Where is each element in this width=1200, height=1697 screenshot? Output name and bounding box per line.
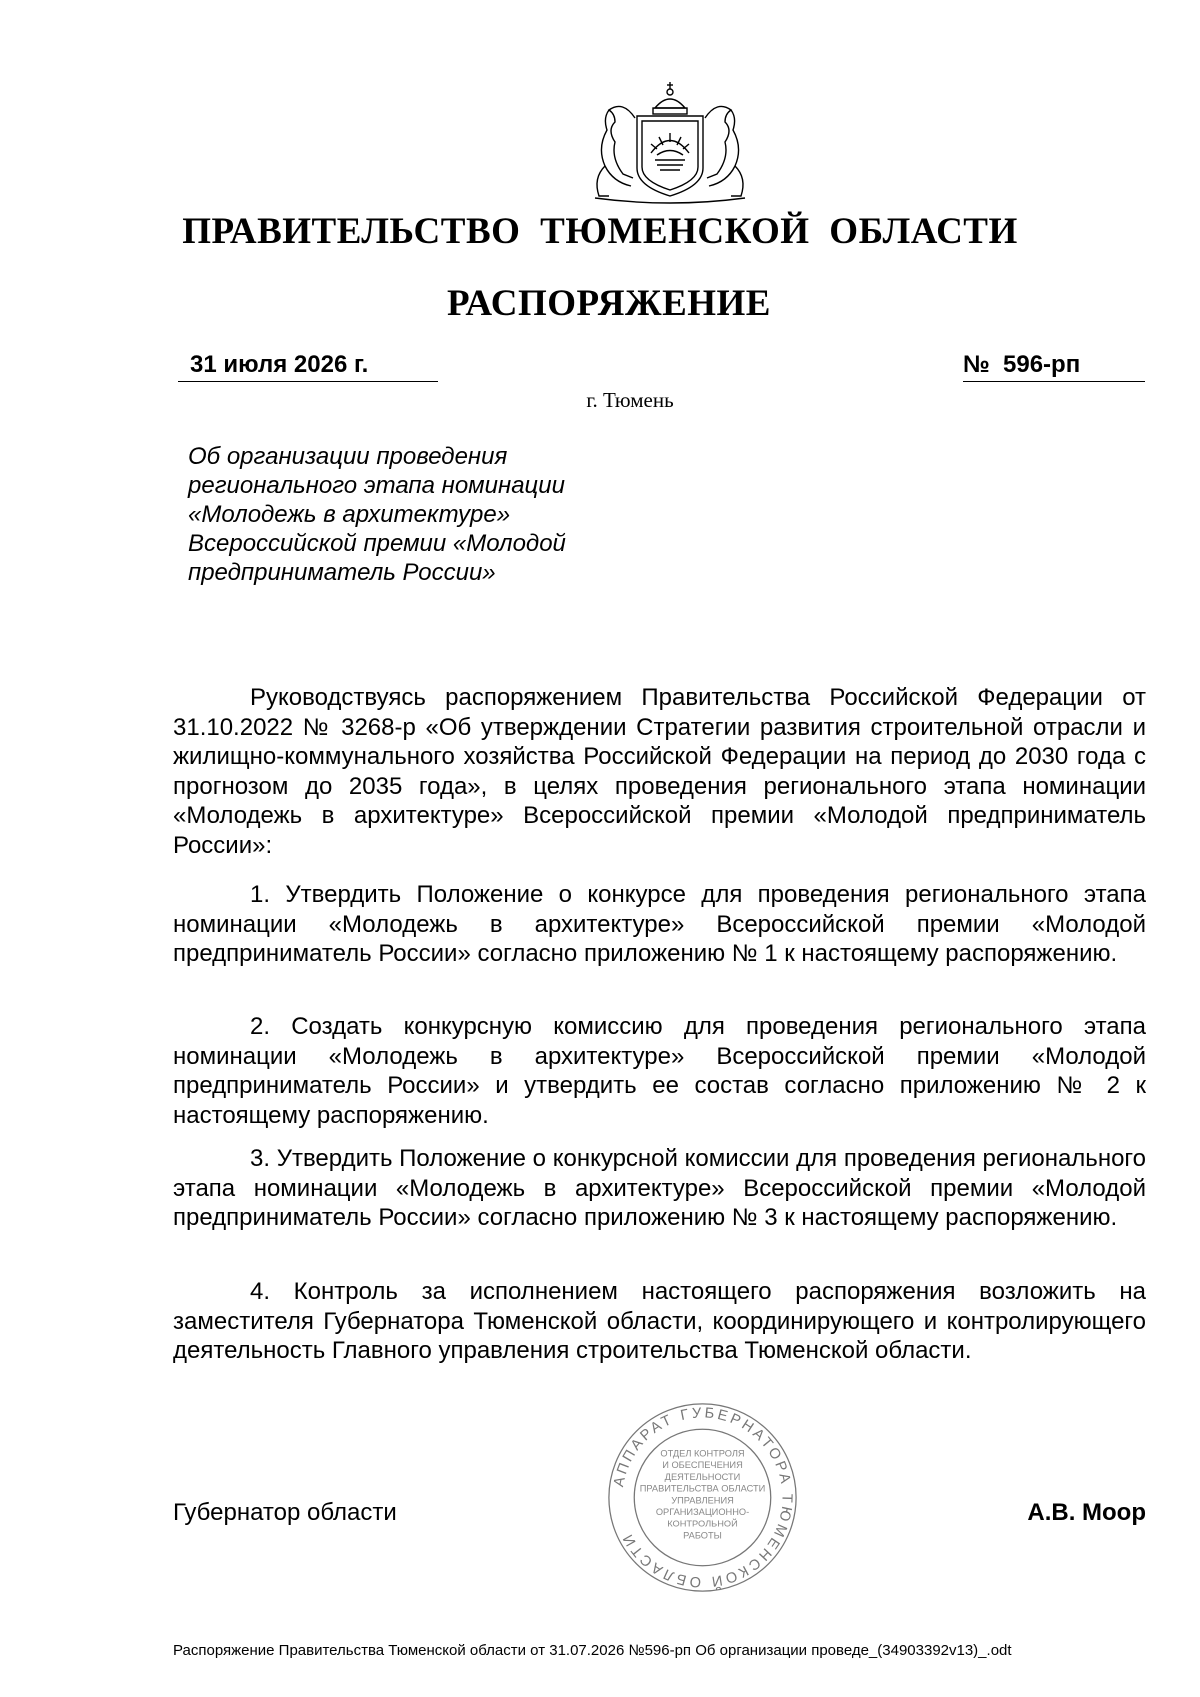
- item-paragraph-1: 1. Утвердить Положение о конкурсе для проведения регионального этапа номинации «Молодежь в архитектуре» Всероссийской премии «Молодой предприниматель России» согласно приложению № 1 к настоящему распоряжению.: [173, 881, 1146, 967]
- stamp-line: РАБОТЫ: [683, 1530, 722, 1541]
- stamp-line: ОТДЕЛ КОНТРОЛЯ: [660, 1448, 745, 1459]
- document-number: 596-рп: [1003, 351, 1081, 378]
- document-subject: [188, 442, 628, 587]
- stamp-line: И ОБЕСПЕЧЕНИЯ: [662, 1460, 743, 1471]
- government-title: ПРАВИТЕЛЬСТВО ТЮМЕНСКОЙ ОБЛАСТИ: [182, 211, 1018, 252]
- stamp-line: ПРАВИТЕЛЬСТВА ОБЛАСТИ: [639, 1483, 766, 1494]
- stamp-outer-text: АППАРАТ ГУБЕРНАТОРА ТЮМЕНСКОЙ ОБЛАСТИ: [611, 1405, 795, 1590]
- stamp-line: ДЕЯТЕЛЬНОСТИ: [664, 1471, 741, 1482]
- stamp-line: КОНТРОЛЬНОЙ: [667, 1518, 738, 1529]
- stamp-line: ОРГАНИЗАЦИОННО-: [655, 1507, 750, 1518]
- number-sign: №: [963, 351, 990, 378]
- number-field: [963, 351, 1145, 382]
- stamp-line: УПРАВЛЕНИЯ: [671, 1495, 734, 1506]
- document-footer: Распоряжение Правительства Тюменской области от 31.07.2026 №596-рп Об организации проведе_(34903392v13)_.odt: [173, 1642, 1012, 1659]
- item-paragraph-3: 3. Утвердить Положение о конкурсной комиссии для проведения регионального этапа номинации «Молодежь в архитектуре» Всероссийской премии «Молодой предприниматель России» согласно приложению № 3 к настоящему распоряжению.: [173, 1145, 1146, 1231]
- subject-line: предприниматель России»: [188, 559, 496, 586]
- item-paragraph-4: 4. Контроль за исполнением настоящего распоряжения возложить на заместителя Губернатора Тюменской области, координирующего и контролирующего деятельность Главного управления строительства Тюменской области.: [173, 1278, 1146, 1364]
- subject-line: Всероссийской премии «Молодой: [188, 530, 566, 557]
- date-field: [178, 351, 438, 382]
- subject-line: Об организации проведения: [188, 443, 508, 470]
- signatory-name: А.В. Моор: [1027, 1499, 1146, 1526]
- signatory-position: Губернатор области: [173, 1499, 397, 1526]
- document-date: 31 июля 2026 г.: [190, 351, 369, 378]
- official-stamp-icon: [605, 1400, 800, 1595]
- city: г. Тюмень: [586, 388, 674, 412]
- document-type: РАСПОРЯЖЕНИЕ: [446, 283, 771, 324]
- subject-line: «Молодежь в архитектуре»: [188, 501, 511, 528]
- item-paragraph-2: 2. Создать конкурсную комиссию для проведения регионального этапа номинации «Молодежь в архитектуре» Всероссийской премии «Молодой предприниматель России» и утвердить ее состав согласно приложению № 2 к настоящему распоряжению.: [173, 1013, 1146, 1129]
- intro-paragraph: Руководствуясь распоряжением Правительства Российской Федерации от 31.10.2022 № 3268-р «Об утверждении Стратегии развития строительной отрасли и жилищно-коммунального хозяйства Российской Федерации на период до 2030 года с прогнозом до 2035 года», в целях проведения регионального этапа номинации «Молодежь в архитектуре» Всероссийской премии «Молодой предприниматель России»:: [173, 684, 1146, 859]
- subject-line: регионального этапа номинации: [188, 472, 565, 499]
- coat-of-arms-icon: [585, 78, 755, 208]
